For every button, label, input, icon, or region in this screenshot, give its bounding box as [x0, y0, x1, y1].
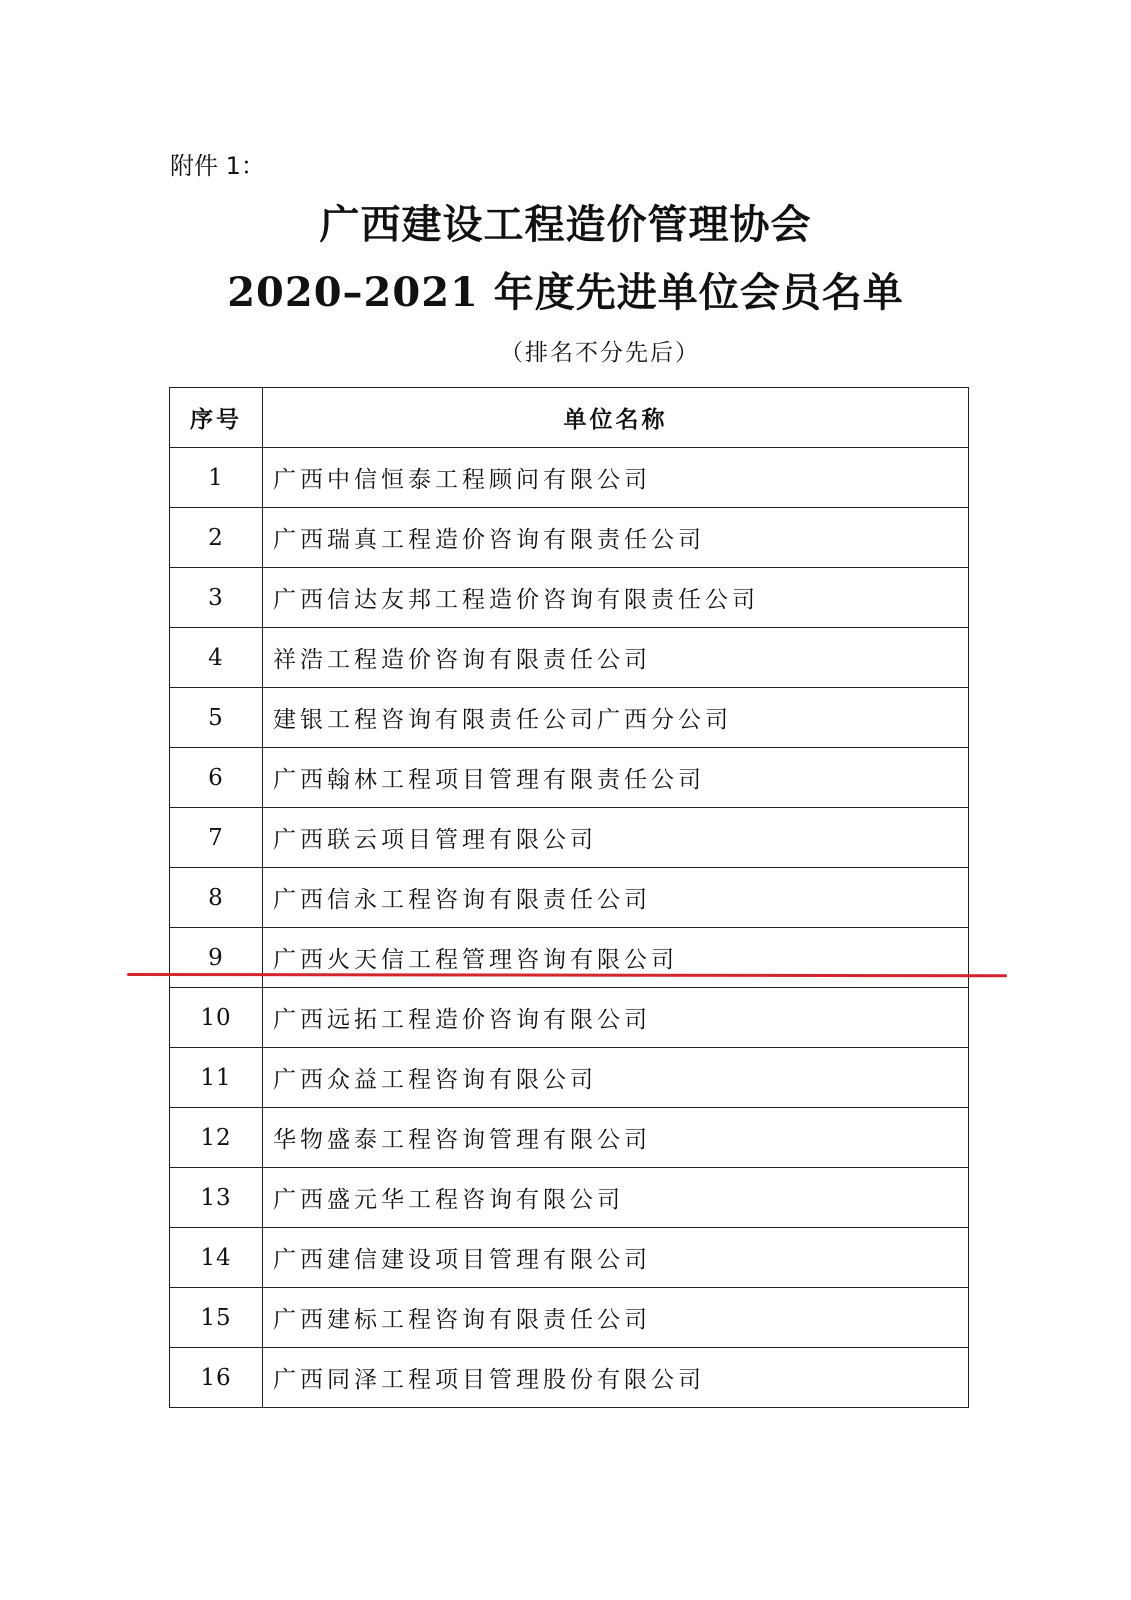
row-unit-name: 广西众益工程咨询有限公司	[263, 1048, 969, 1108]
row-unit-name: 广西盛元华工程咨询有限公司	[263, 1168, 969, 1228]
table-row	[170, 508, 969, 568]
row-unit-name: 广西联云项目管理有限公司	[263, 808, 969, 868]
row-unit-name: 广西瑞真工程造价咨询有限责任公司	[263, 508, 969, 568]
table-row	[170, 1048, 969, 1108]
row-unit-name: 建银工程咨询有限责任公司广西分公司	[263, 688, 969, 748]
document-title-line2: 2020–2021 年度先进单位会员名单	[227, 269, 904, 316]
row-unit-name: 广西中信恒泰工程顾问有限公司	[263, 448, 969, 508]
header-serial-number: 序号	[170, 388, 263, 448]
table-row	[170, 1108, 969, 1168]
table-row	[170, 988, 969, 1048]
row-unit-name: 广西信达友邦工程造价咨询有限责任公司	[263, 568, 969, 628]
table-header-row	[170, 388, 969, 448]
row-unit-name: 华物盛泰工程咨询管理有限公司	[263, 1108, 969, 1168]
row-unit-name: 广西信永工程咨询有限责任公司	[263, 868, 969, 928]
row-serial-number: 11	[170, 1048, 263, 1108]
row-unit-name: 广西同泽工程项目管理股份有限公司	[263, 1348, 969, 1408]
document-title-line1: 广西建设工程造价管理协会	[319, 201, 812, 248]
table-row	[170, 1228, 969, 1288]
row-serial-number: 13	[170, 1168, 263, 1228]
table-body	[170, 448, 969, 1408]
table-row	[170, 748, 969, 808]
row-serial-number: 16	[170, 1348, 263, 1408]
row-unit-name: 广西建信建设项目管理有限公司	[263, 1228, 969, 1288]
row-serial-number: 14	[170, 1228, 263, 1288]
member-table	[169, 387, 969, 1408]
row-serial-number: 10	[170, 988, 263, 1048]
attachment-label: 附件 1：	[170, 152, 265, 180]
row-unit-name: 祥浩工程造价咨询有限责任公司	[263, 628, 969, 688]
row-unit-name: 广西翰林工程项目管理有限责任公司	[263, 748, 969, 808]
table-row	[170, 688, 969, 748]
row-serial-number: 15	[170, 1288, 263, 1348]
table-row	[170, 868, 969, 928]
table-row	[170, 568, 969, 628]
table-row	[170, 928, 969, 988]
row-unit-name: 广西远拓工程造价咨询有限公司	[263, 988, 969, 1048]
row-unit-name: 广西建标工程咨询有限责任公司	[263, 1288, 969, 1348]
row-serial-number: 1	[170, 448, 263, 508]
table-row	[170, 808, 969, 868]
row-serial-number: 6	[170, 748, 263, 808]
row-serial-number: 5	[170, 688, 263, 748]
table-row	[170, 448, 969, 508]
table-row	[170, 1348, 969, 1408]
row-serial-number: 7	[170, 808, 263, 868]
ranking-note: （排名不分先后）	[500, 340, 700, 366]
header-unit-name: 单位名称	[263, 388, 969, 448]
table-row	[170, 628, 969, 688]
row-serial-number: 8	[170, 868, 263, 928]
row-serial-number: 9	[170, 928, 263, 988]
row-serial-number: 4	[170, 628, 263, 688]
row-serial-number: 2	[170, 508, 263, 568]
row-serial-number: 3	[170, 568, 263, 628]
row-serial-number: 12	[170, 1108, 263, 1168]
table-row	[170, 1168, 969, 1228]
table-row	[170, 1288, 969, 1348]
row-unit-name: 广西火天信工程管理咨询有限公司	[263, 928, 969, 988]
